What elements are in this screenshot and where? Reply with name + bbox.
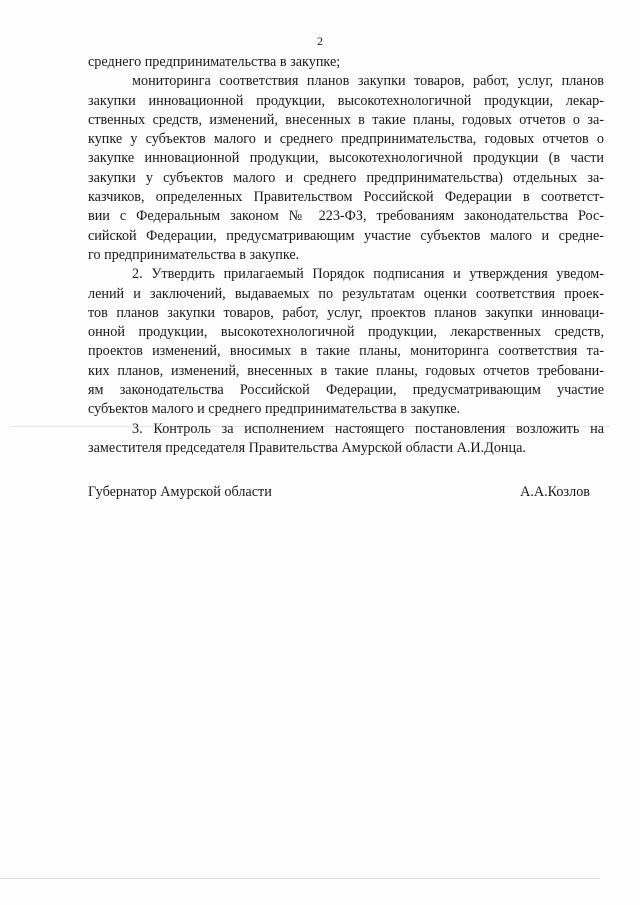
signatory-name: А.А.Козлов	[520, 484, 590, 500]
body-line: заместителя председателя Правительства Амурской области А.И.Донца.	[88, 439, 526, 456]
body-line: ственных средств, изменений, внесенных в такие планы, годовых отчетов о за-	[88, 111, 604, 128]
body-line: закупки инновационной продукции, высокотехнологичной продукции, лекар-	[88, 92, 604, 109]
body-line: купке у субъектов малого и среднего предпринимательства, годовых отчетов о	[88, 131, 604, 148]
scan-artifact	[0, 878, 600, 879]
body-line: мониторинга соответствия планов закупки товаров, работ, услуг, планов	[132, 73, 604, 90]
signatory-title: Губернатор Амурской области	[88, 484, 272, 500]
body-line: лений и заключений, выдаваемых по результатам оценки соответствия проек-	[88, 285, 604, 302]
body-line: казчиков, определенных Правительством Российской Федерации в соответст-	[88, 189, 604, 206]
body-line: вии с Федеральным законом № 223-ФЗ, требованиям законодательства Рос-	[88, 208, 604, 225]
body-line: ких планов, изменений, внесенных в такие планы, годовых отчетов требовани-	[88, 362, 604, 379]
body-line: 3. Контроль за исполнением настоящего постановления возложить на	[132, 420, 604, 437]
body-line: тов планов закупки товаров, работ, услуг, проектов планов закупки инноваци-	[88, 304, 604, 321]
body-line: 2. Утвердить прилагаемый Порядок подписания и утверждения уведом-	[132, 266, 604, 283]
body-line: сийской Федерации, предусматривающим участие субъектов малого и средне-	[88, 227, 604, 244]
body-line: проектов изменений, вносимых в такие планы, мониторинга соответствия та-	[88, 343, 604, 360]
body-line: закупки у субъектов малого и среднего предпринимательства) отдельных за-	[88, 169, 604, 186]
body-line: закупке инновационной продукции, высокотехнологичной продукции (в части	[88, 150, 604, 167]
body-line: среднего предпринимательства в закупке;	[88, 54, 341, 70]
body-line: го предпринимательства в закупке.	[88, 246, 300, 263]
page-number: 2	[317, 34, 323, 48]
body-line: ям законодательства Российской Федерации, предусматривающим участие	[88, 382, 604, 399]
document-body	[88, 53, 604, 458]
scan-artifact	[10, 426, 610, 427]
body-line: онной продукции, высокотехнологичной продукции, лекарственных средств,	[88, 324, 604, 341]
body-line: субъектов малого и среднего предпринимательства в закупке.	[88, 401, 461, 418]
